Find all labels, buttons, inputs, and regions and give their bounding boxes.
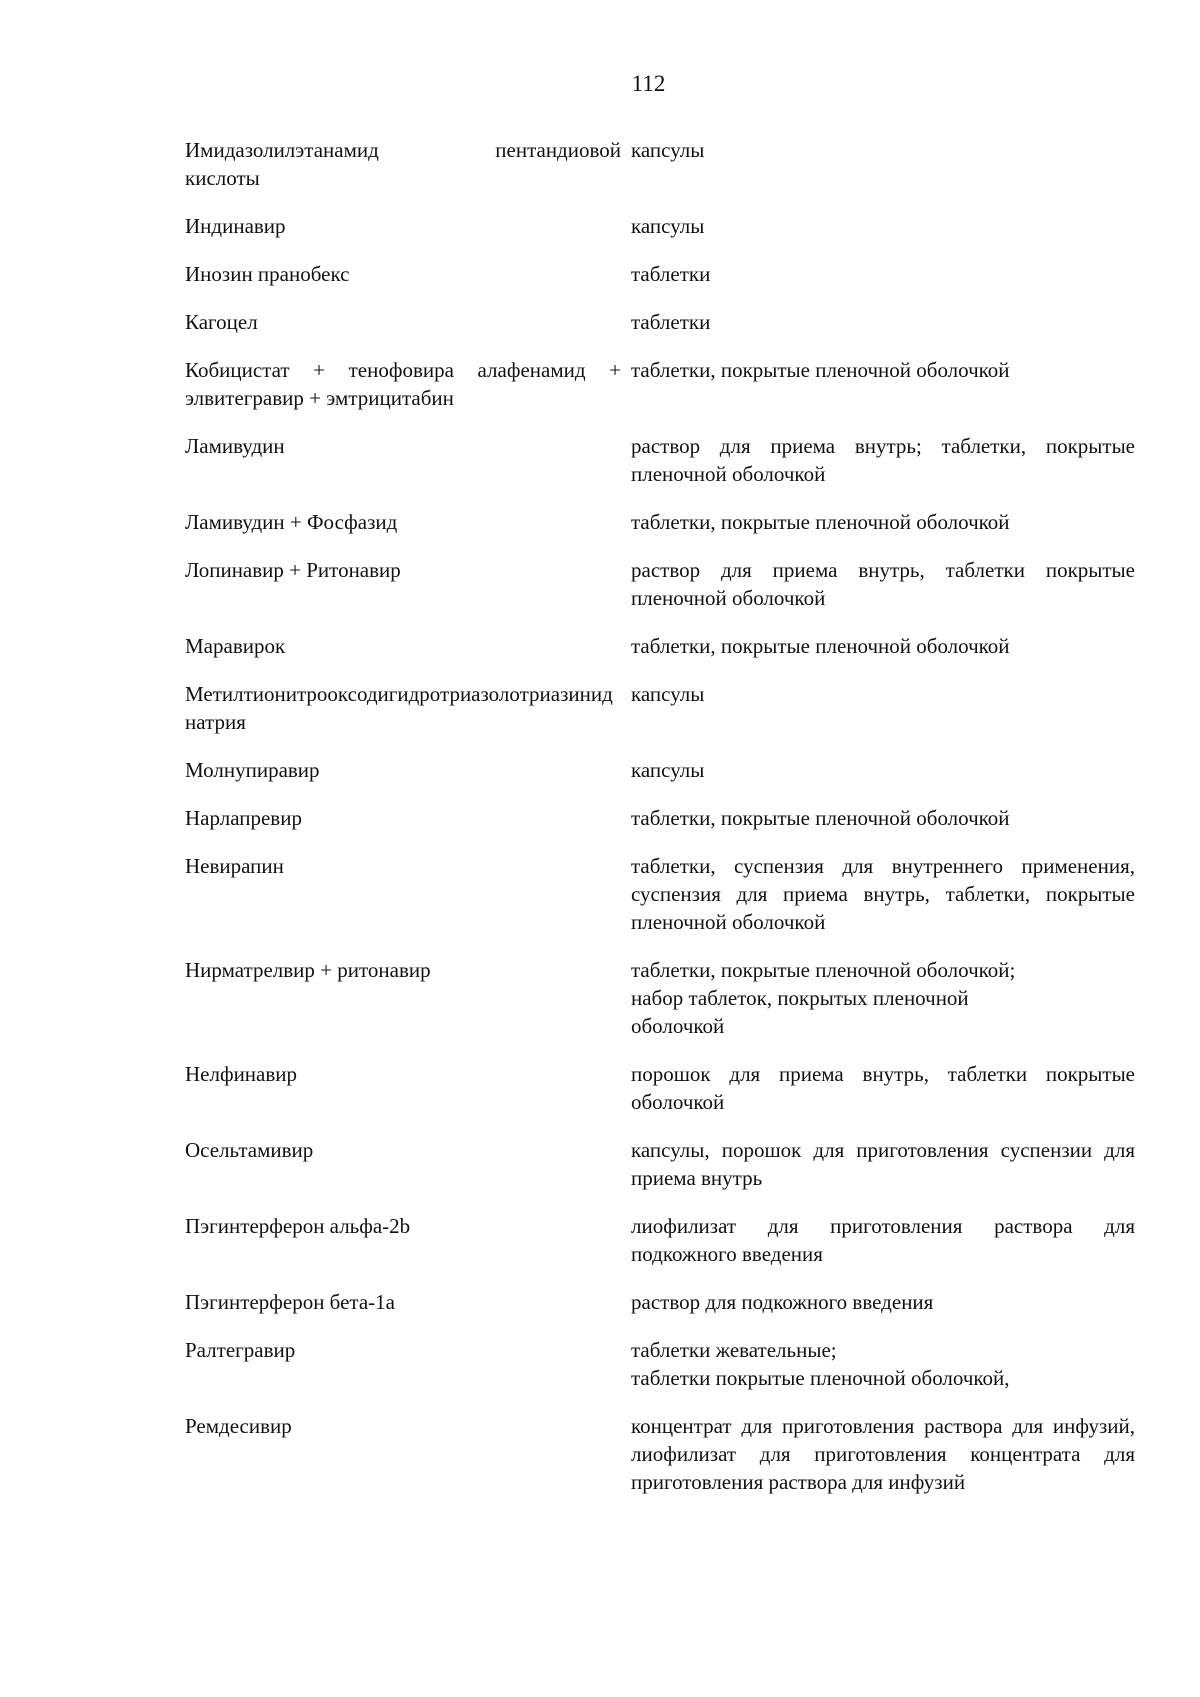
- dosage-form: капсулы, порошок для приготовления суспензии для приема внутрь: [631, 1138, 1135, 1190]
- table-row: [185, 508, 1135, 536]
- drug-name: [185, 136, 631, 192]
- dosage-form: таблетки, покрытые пленочной оболочкой; набор таблеток, покрытых пленочной оболочкой: [631, 958, 1016, 1038]
- table-row: [185, 308, 1135, 336]
- dosage-form: лиофилизат для приготовления раствора для подкожного введения: [631, 1214, 1135, 1266]
- table-row: [185, 756, 1135, 784]
- table-row: [185, 1136, 1135, 1192]
- table-row: [185, 556, 1135, 612]
- table-row: [185, 136, 1135, 192]
- table-row: [185, 432, 1135, 488]
- table-row: [185, 804, 1135, 832]
- drug-name: Нарлапревир: [185, 806, 302, 830]
- page-number: 112: [631, 71, 666, 96]
- drug-name: Нелфинавир: [185, 1062, 298, 1086]
- drug-name: Невирапин: [185, 854, 284, 878]
- dosage-form: капсулы: [631, 214, 705, 238]
- drug-name: Пэгинтерферон бета-1а: [185, 1290, 395, 1314]
- dosage-form: капсулы: [631, 682, 705, 706]
- drug-name: Кобицистат + тенофовира алафенамид + элвитегравир + эмтрицитабин: [185, 358, 621, 410]
- table-row: [185, 1412, 1135, 1496]
- drug-name-part: Имидазолилэтанамид: [185, 138, 379, 162]
- drug-name: Ремдесивир: [185, 1414, 292, 1438]
- drug-table: [185, 136, 1135, 1516]
- table-row: [185, 852, 1135, 936]
- table-row: [185, 212, 1135, 240]
- drug-name: Молнупиравир: [185, 758, 320, 782]
- drug-name: Лопинавир + Ритонавир: [185, 558, 401, 582]
- table-row: [185, 956, 1135, 1040]
- table-row: [185, 680, 1135, 736]
- table-row: [185, 1060, 1135, 1116]
- drug-name: Нирматрелвир + ритонавир: [185, 958, 431, 982]
- table-row: [185, 260, 1135, 288]
- dosage-form: таблетки: [631, 262, 711, 286]
- drug-name-text: Метилтионитрооксодигидротриазолотриазинид натрия: [185, 682, 613, 734]
- dosage-form: раствор для приема внутрь, таблетки покрытые пленочной оболочкой: [631, 558, 1135, 610]
- drug-name: Пэгинтерферон альфа-2b: [185, 1214, 411, 1238]
- drug-name: Ламивудин: [185, 434, 285, 458]
- dosage-form: таблетки, суспензия для внутреннего применения, суспензия для приема внутрь, таблетки, покрытые пленочной оболочкой: [631, 854, 1135, 934]
- dosage-form: капсулы: [631, 758, 705, 782]
- drug-name-part: пентандиовой: [495, 138, 621, 162]
- drug-name: Маравирок: [185, 634, 286, 658]
- table-row: [185, 1288, 1135, 1316]
- drug-name: Инозин пранобекс: [185, 262, 350, 286]
- dosage-form: раствор для подкожного введения: [631, 1290, 934, 1314]
- dosage-form: капсулы: [631, 138, 705, 162]
- drug-name: Кагоцел: [185, 310, 258, 334]
- dosage-form: таблетки: [631, 310, 711, 334]
- dosage-form: концентрат для приготовления раствора для инфузий, лиофилизат для приготовления концентрата для приготовления раствора для инфузий: [631, 1414, 1135, 1494]
- drug-name: Ламивудин + Фосфазид: [185, 510, 398, 534]
- dosage-form: таблетки, покрытые пленочной оболочкой: [631, 806, 1010, 830]
- drug-name: Осельтамивир: [185, 1138, 314, 1162]
- drug-name: Индинавир: [185, 214, 286, 238]
- table-row: [185, 1212, 1135, 1268]
- table-row: [185, 1336, 1135, 1392]
- drug-name: Ралтегравир: [185, 1338, 296, 1362]
- table-row: [185, 356, 1135, 412]
- dosage-form: порошок для приема внутрь, таблетки покрытые оболочкой: [631, 1062, 1135, 1114]
- table-row: [185, 632, 1135, 660]
- dosage-form: таблетки, покрытые пленочной оболочкой: [631, 510, 1010, 534]
- dosage-form: таблетки, покрытые пленочной оболочкой: [631, 358, 1010, 382]
- dosage-form: таблетки, покрытые пленочной оболочкой: [631, 634, 1010, 658]
- drug-name-part: кислоты: [185, 166, 260, 190]
- drug-name: [185, 680, 631, 736]
- dosage-form: раствор для приема внутрь; таблетки, покрытые пленочной оболочкой: [631, 434, 1135, 486]
- dosage-form: таблетки жевательные; таблетки покрытые пленочной оболочкой,: [631, 1338, 1010, 1390]
